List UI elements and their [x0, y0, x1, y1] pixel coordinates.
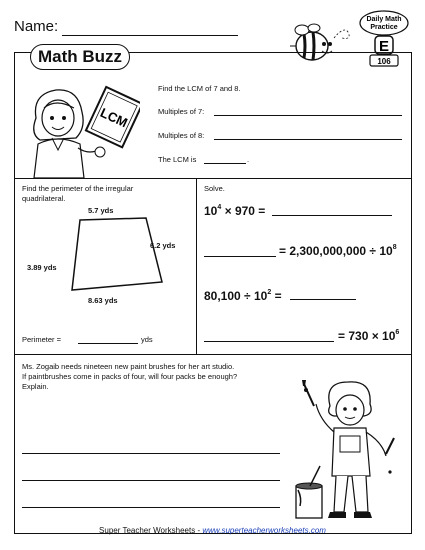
word-problem-line2: If paintbrushes come in packs of four, will four packs be enough?: [22, 372, 238, 381]
explain-answer-line-3[interactable]: [22, 507, 280, 508]
page-title: Math Buzz: [30, 44, 130, 70]
side-label-left: 3.89 yds: [27, 263, 57, 272]
name-input-line[interactable]: [62, 35, 238, 36]
footer-site: Super Teacher Worksheets -: [99, 526, 203, 535]
lcm-period: .: [247, 155, 250, 164]
badge-line1: Daily Math: [366, 16, 402, 23]
eq3-exponent: 2: [267, 289, 272, 296]
eq3-answer-line[interactable]: [290, 299, 356, 300]
explain-answer-line-2[interactable]: [22, 480, 280, 481]
eq2-exponent: 8: [392, 244, 397, 251]
word-problem-line1: Ms. Zogaib needs nineteen new paint brushes for her art studio.: [22, 362, 235, 371]
badge-number: 106: [377, 57, 391, 66]
eq1-exponent: 4: [217, 204, 222, 211]
lcm-answer-line[interactable]: [204, 163, 246, 164]
footer: [0, 526, 425, 535]
divider-top: [14, 178, 412, 179]
lcm-prompt: Find the LCM of 7 and 8.: [158, 84, 241, 93]
eq3-text: 80,100 ÷ 10: [204, 289, 268, 303]
eq4-answer-line[interactable]: [204, 341, 334, 342]
explain-answer-line-1[interactable]: [22, 453, 280, 454]
badge-letter: E: [378, 38, 390, 55]
eq2-answer-line[interactable]: [204, 256, 276, 257]
eq1-answer-line[interactable]: [272, 215, 392, 216]
multiples-7-answer-line[interactable]: [214, 115, 402, 116]
perimeter-unit: yds: [141, 335, 153, 344]
eq4-text: = 730 × 10: [338, 329, 396, 343]
multiples-7-label: Multiples of 7:: [158, 107, 205, 116]
divider-middle: [196, 178, 197, 354]
name-label: Name:: [14, 18, 59, 35]
perimeter-answer-label: Perimeter =: [22, 335, 61, 344]
divider-bottom: [14, 354, 412, 355]
eq2-text: = 2,300,000,000 ÷ 10: [279, 244, 393, 258]
lcm-poster-text: LCM: [98, 104, 130, 131]
perimeter-prompt-line2: quadrilateral.: [22, 194, 66, 203]
eq4-exponent: 6: [395, 329, 400, 336]
perimeter-prompt-line1: Find the perimeter of the irregular: [22, 184, 134, 193]
quadrilateral-figure: [20, 200, 196, 310]
equation-2: [279, 244, 397, 258]
eq3-rest: =: [274, 289, 282, 303]
painter-boy-illustration: [290, 376, 402, 532]
multiples-8-label: Multiples of 8:: [158, 131, 205, 140]
equation-4: [338, 329, 399, 343]
badge-line2: Practice: [370, 24, 398, 31]
eq1-base: 10: [204, 204, 218, 218]
lcm-is-label: The LCM is: [158, 155, 197, 164]
side-label-right: 6.2 yds: [150, 241, 176, 250]
side-label-bottom: 8.63 yds: [88, 296, 118, 305]
multiples-8-answer-line[interactable]: [214, 139, 402, 140]
equation-3: [204, 289, 282, 303]
equation-1: [204, 204, 265, 218]
eq1-rest: × 970 =: [224, 204, 266, 218]
side-label-top: 5.7 yds: [88, 206, 114, 215]
quadrilateral-shape: [72, 218, 162, 290]
girl-lcm-illustration: [16, 78, 140, 178]
perimeter-answer-line[interactable]: [78, 343, 138, 344]
solve-label: Solve.: [204, 184, 225, 193]
word-problem-line3: Explain.: [22, 382, 49, 391]
footer-url[interactable]: www.superteacherworksheets.com: [202, 526, 326, 535]
